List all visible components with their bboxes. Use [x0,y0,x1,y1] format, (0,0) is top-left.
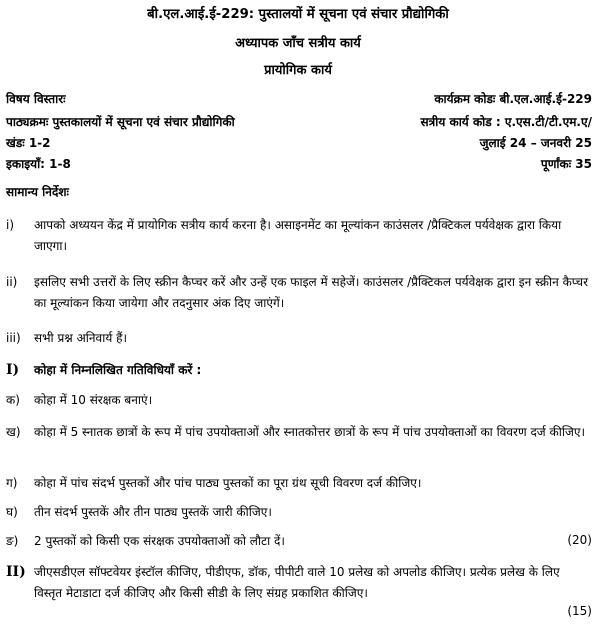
item-number: ङ) [6,534,19,548]
item-number: क) [6,393,20,407]
question-1-heading [6,360,592,381]
question-2-text: जीएसडीएल सॉफ्टवेयर इंस्टॉल कीजिए, पीडीएफ, डॉक, पीपीटी वाले 10 प्रलेख को अपलोड कीजिए। प्रत्येक प्रलेख के लिए विस्तृत मेटाडाटा दर्ज कीजिए और किसी सीडी के लिए संग्रह प्रकाशित कीजिए। [34,565,560,600]
instruction-text: सभी प्रश्न अनिवार्य हैं। [34,331,128,345]
meta-row-1 [6,90,592,107]
question-2-marks: (15) [567,604,592,618]
subject-label: विषय विस्तारः [6,92,66,106]
instruction-item [6,272,592,314]
meta-row-4 [6,155,592,172]
instruction-text: आपको अध्ययन केंद्र में प्रायोगिक सत्रीय कार्य करना है। असाइनमेंट का मूल्यांकन काउंसलर /प्रैक्टिकल पर्यवेक्षक द्वारा किया जाएगा। [34,218,562,253]
blocks: खंडः 1-2 [6,136,51,150]
work-type: प्रायोगिक कार्य [264,63,332,78]
instruction-number: i) [6,218,15,232]
item-text: 2 पुस्तकों को किसी एक संरक्षक उपयोक्ताओं को लौटा दें। [34,534,285,548]
instruction-number: ii) [6,275,18,289]
course-title: बी.एल.आई.ई-229: पुस्तालयों में सूचना एवं संचार प्रौद्योगिकी [147,7,449,22]
units: इकाइयाँ: 1-8 [6,157,71,171]
item-number: ग) [6,476,18,490]
question-number: II) [6,564,26,580]
max-marks: पूर्णांकः 35 [540,157,592,171]
item-text: कोहा में 5 स्नातक छात्रों के रूप में पांच उपयोक्ताओं और स्नातकोत्तर छात्रों के रूप में पांच उपयोक्ताओं का विवरण दर्ज कीजिए। [34,425,586,439]
instruction-item [6,215,592,257]
question-item [6,473,592,494]
session: जुलाई 24 – जनवरी 25 [479,136,592,150]
item-text: कोहा में 10 संरक्षक बनाएं। [34,393,153,407]
question-item [6,502,592,523]
item-number: घ) [6,505,18,519]
question-item [6,531,592,552]
question-number: I) [6,362,20,378]
assignment-code: सत्रीय कार्य कोड : ए.एस.टी/टी.एम.ए/ [420,115,592,129]
item-number: ख) [6,425,21,439]
instruction-item [6,328,592,349]
question-item [6,390,592,411]
meta-row-2 [6,113,592,130]
item-text: कोहा में पांच संदर्भ पुस्तकों और पांच पाठ्य पुस्तकों का पूरा ग्रंथ सूची विवरण दर्ज कीजिए। [34,476,422,490]
course-name: पाठ्यक्रमः पुस्तकालयों में सूचना एवं संचार प्रौद्योगिकी [6,115,235,129]
instructions-heading: सामान्य निर्देशः [6,185,69,199]
instruction-number: iii) [6,331,21,345]
meta-row-3 [6,134,592,151]
item-text: तीन संदर्भ पुस्तकें और तीन पाठ्य पुस्तकें जारी कीजिए। [34,505,272,519]
question-item [6,422,592,443]
program-code: कार्यक्रम कोडः बी.एल.आई.ई-229 [434,92,592,106]
question-heading-text: कोहा में निम्नलिखित गतिविधियाँ करें : [34,363,202,377]
question-1-marks: (20) [567,533,592,547]
instruction-text: इसलिए सभी उत्तरों के लिए स्क्रीन कैप्चर करें और उन्हें एक फाइल में सहेजें। काउंसलर /प्रैक्टिकल पर्यवेक्षक द्वारा इन स्क्रीन कैप्चर का मूल्यांकन किया जायेगा और तदनुसार अंक दिए जाएंगें। [34,275,589,310]
assignment-type: अध्यापक जाँच सत्रीय कार्य [235,36,361,51]
question-2 [6,562,592,604]
